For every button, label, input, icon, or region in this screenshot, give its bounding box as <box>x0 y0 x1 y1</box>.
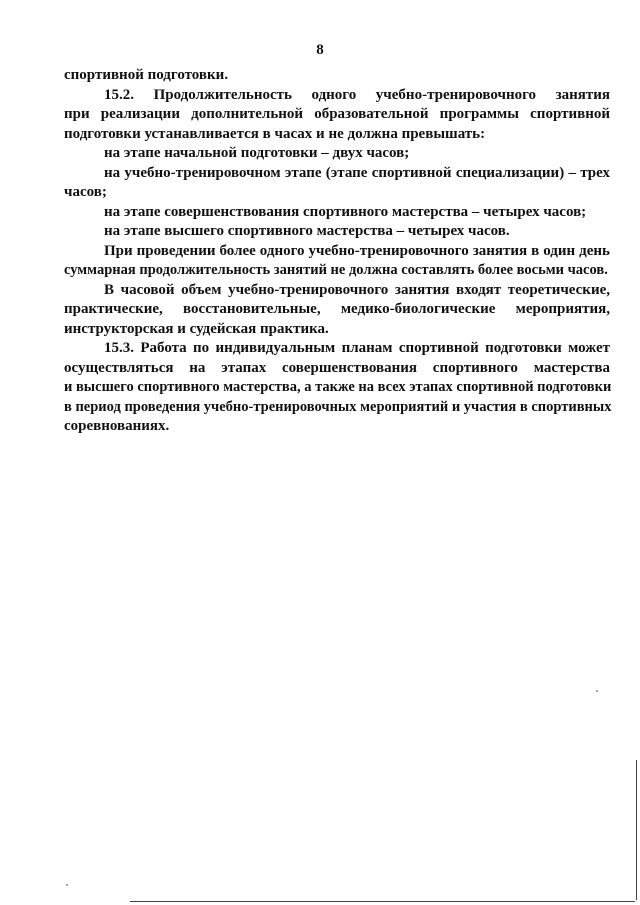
text-line: часов; <box>64 184 107 200</box>
list-item-improvement-stage: на этапе совершенствования спортивного мастерства – четырех часов; <box>104 203 587 220</box>
section-15-2-heading-line: 15.2. Продолжительность одного учебно-тренировочного занятия <box>104 86 610 103</box>
text-line: в период проведения учебно-тренировочных мероприятий и участия в спортивных <box>64 398 612 415</box>
list-item-initial-stage: на этапе начальной подготовки – двух часов; <box>104 145 410 161</box>
text-line: инструкторская и судейская практика. <box>64 320 329 337</box>
text-line: суммарная продолжительность занятий не должна составлять более восьми часов. <box>64 262 608 278</box>
text-line: при реализации дополнительной образовательной программы спортивной <box>64 106 610 122</box>
document-body <box>64 66 610 437</box>
text-line: осуществляться на этапах совершенствования спортивного мастерства <box>64 359 610 376</box>
text-line: В часовой объем учебно-тренировочного занятия входят теоретические, <box>104 281 610 298</box>
scan-speck <box>66 884 68 886</box>
page-number: 8 <box>316 42 324 58</box>
section-15-3-heading-line: 15.3. Работа по индивидуальным планам спортивной подготовки может <box>104 340 610 356</box>
text-line: подготовки устанавливается в часах и не должна превышать: <box>64 125 486 142</box>
text-line: спортивной подготовки. <box>64 67 229 83</box>
text-line: практические, восстановительные, медико-биологические мероприятия, <box>64 301 610 317</box>
text-line: соревнованиях. <box>64 418 170 434</box>
scan-edge-line <box>636 760 637 900</box>
scan-speck <box>596 690 598 692</box>
list-item-higher-mastery-stage: на этапе высшего спортивного мастерства – четырех часов. <box>104 223 510 239</box>
scan-edge-line <box>130 901 635 902</box>
text-line: При проведении более одного учебно-тренировочного занятия в один день <box>104 242 610 259</box>
text-line: и высшего спортивного мастерства, а также на всех этапах спортивной подготовки <box>64 379 612 395</box>
list-item-training-stage: на учебно-тренировочном этапе (этапе спортивной специализации) – трех <box>104 164 610 181</box>
